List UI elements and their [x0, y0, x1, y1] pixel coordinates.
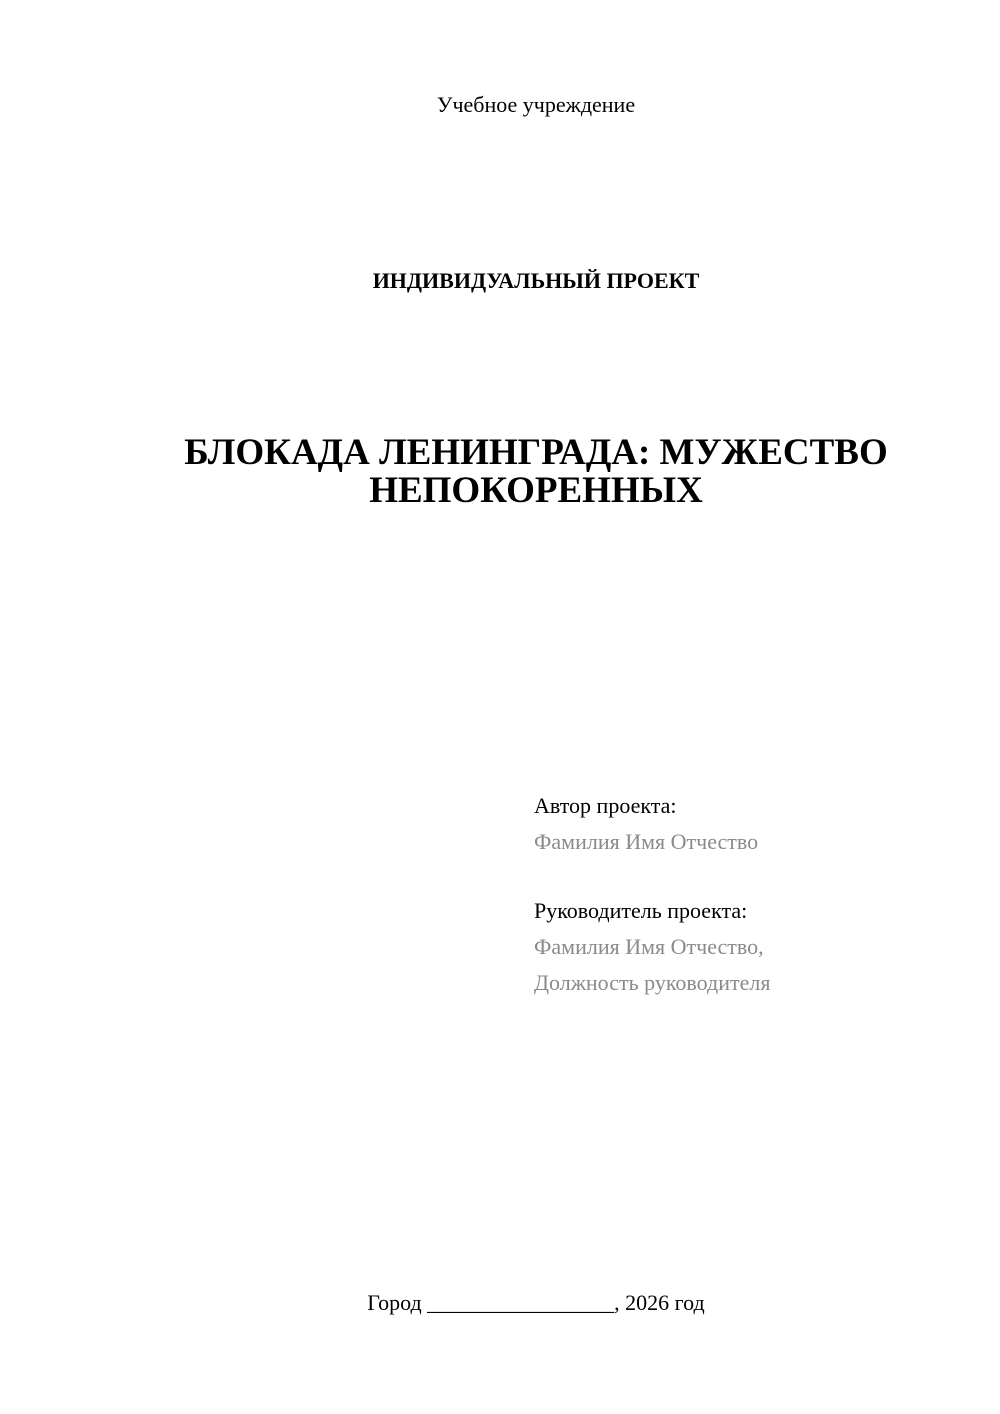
supervisor-position: Должность руководителя — [534, 970, 771, 995]
project-type-heading: ИНДИВИДУАЛЬНЫЙ ПРОЕКТ — [372, 268, 700, 293]
project-info-block — [534, 788, 770, 1001]
project-title-line-2: НЕПОКОРЕННЫХ — [369, 470, 703, 511]
institution-name: Учебное учреждение — [436, 92, 636, 117]
supervisor-name: Фамилия Имя Отчество, — [534, 934, 764, 959]
city-year-footer: Город _________________, 2026 год — [367, 1290, 705, 1315]
project-title — [0, 434, 1000, 510]
author-label: Автор проекта: — [534, 793, 677, 818]
project-title-line-1: БЛОКАДА ЛЕНИНГРАДА: МУЖЕСТВО — [184, 432, 888, 473]
supervisor-label: Руководитель проекта: — [534, 898, 748, 923]
author-name: Фамилия Имя Отчество — [534, 829, 759, 854]
